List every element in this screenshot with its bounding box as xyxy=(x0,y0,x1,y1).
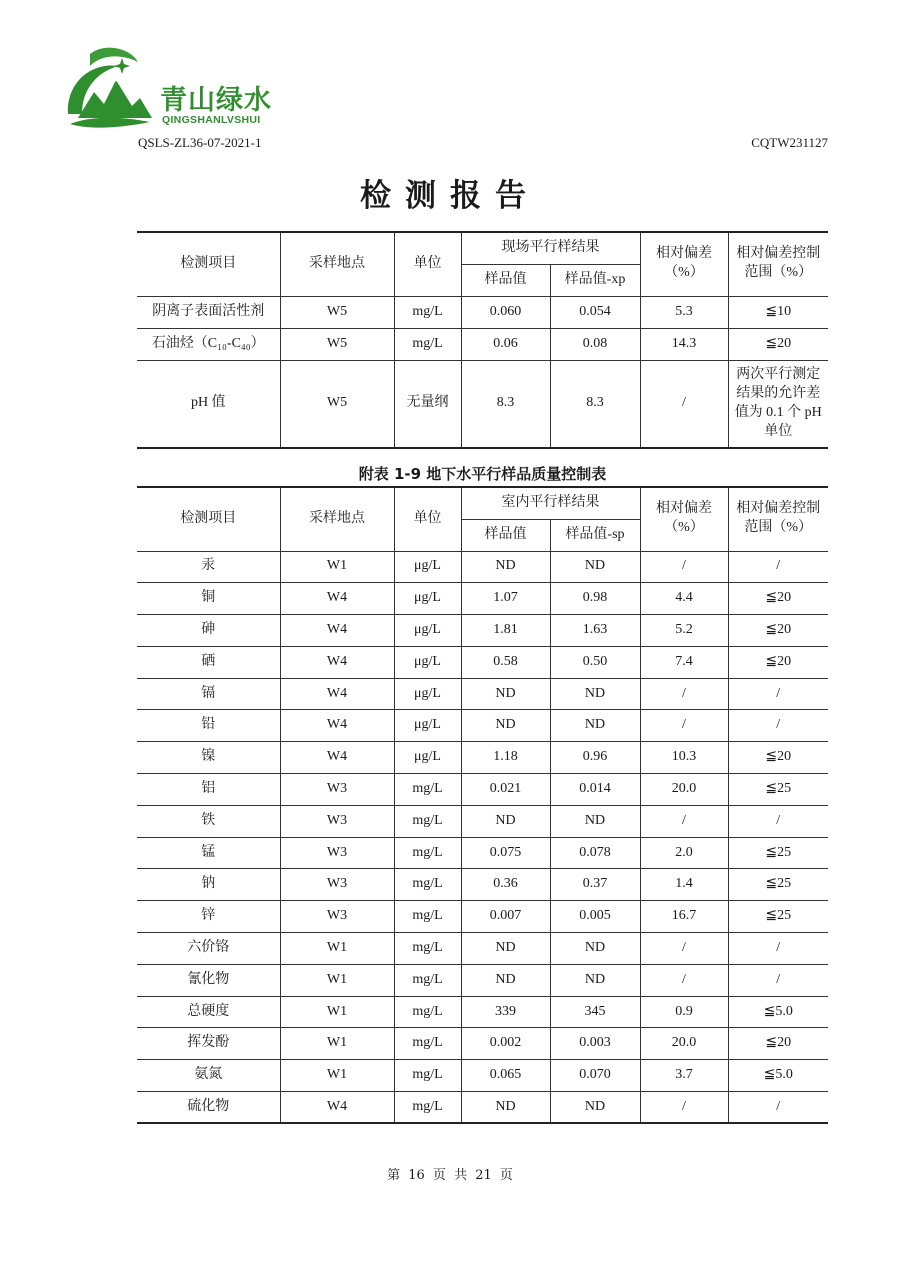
cell-unit: μg/L xyxy=(394,678,461,710)
cell-unit: mg/L xyxy=(394,964,461,996)
cell-unit: mg/L xyxy=(394,933,461,965)
cell-item: 镍 xyxy=(137,742,280,774)
cell-sample-parallel: 0.005 xyxy=(550,901,640,933)
cell-unit: mg/L xyxy=(394,1060,461,1092)
cell-item: 硒 xyxy=(137,646,280,678)
cell-range: / xyxy=(728,710,828,742)
cell-site: W1 xyxy=(280,996,394,1028)
table-row xyxy=(137,710,828,742)
cell-sample: 0.36 xyxy=(461,869,550,901)
cell-range: ≦5.0 xyxy=(728,1060,828,1092)
cell-sample-parallel: 0.054 xyxy=(550,296,640,328)
cell-deviation: / xyxy=(640,551,728,583)
cell-deviation: / xyxy=(640,1092,728,1124)
cell-site: W3 xyxy=(280,869,394,901)
document-code: QSLS-ZL36-07-2021-1 xyxy=(138,135,262,150)
cell-deviation: / xyxy=(640,710,728,742)
cell-unit: μg/L xyxy=(394,615,461,647)
cell-sample: ND xyxy=(461,710,550,742)
cell-deviation: / xyxy=(640,360,728,448)
cell-sample: 339 xyxy=(461,996,550,1028)
table-row xyxy=(137,869,828,901)
table-row xyxy=(137,774,828,806)
cell-sample-parallel: ND xyxy=(550,933,640,965)
logo-english-name: QINGSHANLVSHUI xyxy=(162,114,261,126)
table-row xyxy=(137,646,828,678)
cell-range: ≦20 xyxy=(728,646,828,678)
cell-unit: μg/L xyxy=(394,742,461,774)
cell-unit: mg/L xyxy=(394,328,461,360)
cell-item: pH 值 xyxy=(137,360,280,448)
cell-deviation: / xyxy=(640,933,728,965)
cell-sample: 0.007 xyxy=(461,901,550,933)
cell-site: W1 xyxy=(280,1060,394,1092)
cell-site: W5 xyxy=(280,328,394,360)
cell-range: ≦5.0 xyxy=(728,996,828,1028)
cell-range: / xyxy=(728,805,828,837)
cell-deviation: 2.0 xyxy=(640,837,728,869)
cell-item: 钠 xyxy=(137,869,280,901)
header-site: 采样地点 xyxy=(280,487,394,551)
cell-sample-parallel: 0.078 xyxy=(550,837,640,869)
cell-deviation: 3.7 xyxy=(640,1060,728,1092)
cell-unit: μg/L xyxy=(394,583,461,615)
cell-unit: mg/L xyxy=(394,837,461,869)
cell-item: 锰 xyxy=(137,837,280,869)
cell-range: ≦10 xyxy=(728,296,828,328)
table-caption: 附表 1-9 地下水平行样品质量控制表 xyxy=(358,465,607,483)
table-row xyxy=(137,1060,828,1092)
cell-site: W4 xyxy=(280,678,394,710)
cell-unit: mg/L xyxy=(394,1028,461,1060)
cell-range: / xyxy=(728,551,828,583)
cell-range: / xyxy=(728,933,828,965)
cell-sample-parallel: 0.50 xyxy=(550,646,640,678)
cell-site: W4 xyxy=(280,615,394,647)
page-title: 检测报告 xyxy=(360,178,540,214)
cell-item: 石油烃（C₁₀-C₄₀） xyxy=(137,328,280,360)
cell-sample: ND xyxy=(461,805,550,837)
cell-range: ≦20 xyxy=(728,615,828,647)
table-row xyxy=(137,901,828,933)
cell-unit: mg/L xyxy=(394,901,461,933)
table-row xyxy=(137,615,828,647)
header-sample: 样品值 xyxy=(461,264,550,296)
cell-unit: μg/L xyxy=(394,551,461,583)
cell-unit: 无量纲 xyxy=(394,360,461,448)
cell-site: W5 xyxy=(280,296,394,328)
cell-sample-parallel: ND xyxy=(550,1092,640,1124)
cell-sample: 1.81 xyxy=(461,615,550,647)
cell-sample-parallel: ND xyxy=(550,551,640,583)
cell-sample: 0.58 xyxy=(461,646,550,678)
cell-range: ≦25 xyxy=(728,774,828,806)
cell-site: W3 xyxy=(280,805,394,837)
cell-range: ≦20 xyxy=(728,583,828,615)
cell-site: W4 xyxy=(280,742,394,774)
cell-site: W1 xyxy=(280,551,394,583)
table-row xyxy=(137,678,828,710)
cell-sample-parallel: ND xyxy=(550,805,640,837)
table-row xyxy=(137,583,828,615)
mountain-leaf-logo-icon xyxy=(60,44,155,132)
cell-deviation: 10.3 xyxy=(640,742,728,774)
company-logo xyxy=(60,44,290,136)
table-row xyxy=(137,964,828,996)
table-row xyxy=(137,296,828,328)
cell-item: 阴离子表面活性剂 xyxy=(137,296,280,328)
cell-range: ≦25 xyxy=(728,901,828,933)
cell-item: 镉 xyxy=(137,678,280,710)
cell-sample: 8.3 xyxy=(461,360,550,448)
cell-sample-parallel: ND xyxy=(550,710,640,742)
field-parallel-table xyxy=(137,231,828,449)
cell-site: W3 xyxy=(280,901,394,933)
table-row xyxy=(137,742,828,774)
cell-item: 铅 xyxy=(137,710,280,742)
cell-site: W1 xyxy=(280,1028,394,1060)
header-unit: 单位 xyxy=(394,487,461,551)
cell-sample: ND xyxy=(461,964,550,996)
cell-sample-parallel: ND xyxy=(550,678,640,710)
cell-sample-parallel: 0.003 xyxy=(550,1028,640,1060)
cell-site: W1 xyxy=(280,933,394,965)
cell-unit: mg/L xyxy=(394,805,461,837)
cell-item: 氰化物 xyxy=(137,964,280,996)
header-unit: 单位 xyxy=(394,232,461,296)
cell-site: W3 xyxy=(280,774,394,806)
cell-range: ≦20 xyxy=(728,1028,828,1060)
cell-range: ≦20 xyxy=(728,328,828,360)
cell-sample-parallel: 0.070 xyxy=(550,1060,640,1092)
cell-deviation: 0.9 xyxy=(640,996,728,1028)
cell-sample-parallel: 345 xyxy=(550,996,640,1028)
cell-item: 氨氮 xyxy=(137,1060,280,1092)
header-deviation: 相对偏差（%） xyxy=(640,487,728,551)
cell-sample: 0.021 xyxy=(461,774,550,806)
cell-item: 铁 xyxy=(137,805,280,837)
header-range: 相对偏差控制范围（%） xyxy=(728,232,828,296)
cell-range: / xyxy=(728,1092,828,1124)
cell-deviation: / xyxy=(640,805,728,837)
table-row xyxy=(137,933,828,965)
cell-sample: 0.002 xyxy=(461,1028,550,1060)
header-site: 采样地点 xyxy=(280,232,394,296)
table-row xyxy=(137,1092,828,1124)
cell-sample-parallel: 1.63 xyxy=(550,615,640,647)
cell-unit: μg/L xyxy=(394,710,461,742)
table-row xyxy=(137,1028,828,1060)
cell-unit: mg/L xyxy=(394,774,461,806)
cell-range: / xyxy=(728,964,828,996)
table-row xyxy=(137,551,828,583)
cell-item: 铝 xyxy=(137,774,280,806)
cell-sample: ND xyxy=(461,678,550,710)
cell-range: 两次平行测定结果的允许差值为 0.1 个 pH 单位 xyxy=(728,360,828,448)
cell-sample-parallel: 8.3 xyxy=(550,360,640,448)
cell-unit: mg/L xyxy=(394,296,461,328)
cell-site: W3 xyxy=(280,837,394,869)
cell-site: W4 xyxy=(280,1092,394,1124)
cell-deviation: 4.4 xyxy=(640,583,728,615)
cell-item: 挥发酚 xyxy=(137,1028,280,1060)
cell-sample: ND xyxy=(461,933,550,965)
cell-sample: ND xyxy=(461,551,550,583)
cell-sample: 0.075 xyxy=(461,837,550,869)
cell-item: 硫化物 xyxy=(137,1092,280,1124)
table-row xyxy=(137,837,828,869)
cell-site: W4 xyxy=(280,710,394,742)
cell-deviation: / xyxy=(640,964,728,996)
cell-site: W1 xyxy=(280,964,394,996)
logo-chinese-name: 青山绿水 xyxy=(160,85,272,116)
cell-item: 铜 xyxy=(137,583,280,615)
cell-sample: 1.18 xyxy=(461,742,550,774)
cell-sample-parallel: 0.96 xyxy=(550,742,640,774)
cell-sample-parallel: 0.98 xyxy=(550,583,640,615)
header-group: 室内平行样结果 xyxy=(461,487,640,519)
cell-sample: 0.065 xyxy=(461,1060,550,1092)
header-sample: 样品值 xyxy=(461,519,550,551)
table-row xyxy=(137,805,828,837)
page-footer: 第 16 页 共 21 页 xyxy=(387,1168,513,1183)
cell-item: 总硬度 xyxy=(137,996,280,1028)
cell-deviation: 5.3 xyxy=(640,296,728,328)
lab-parallel-table xyxy=(137,486,828,1124)
cell-item: 汞 xyxy=(137,551,280,583)
cell-item: 六价铬 xyxy=(137,933,280,965)
cell-range: ≦20 xyxy=(728,742,828,774)
cell-sample: 1.07 xyxy=(461,583,550,615)
cell-unit: mg/L xyxy=(394,1092,461,1124)
cell-sample-parallel: ND xyxy=(550,964,640,996)
cell-sample: 0.060 xyxy=(461,296,550,328)
cell-unit: mg/L xyxy=(394,996,461,1028)
header-group: 现场平行样结果 xyxy=(461,232,640,264)
header-item: 检测项目 xyxy=(137,487,280,551)
cell-deviation: / xyxy=(640,678,728,710)
cell-sample: ND xyxy=(461,1092,550,1124)
cell-range: ≦25 xyxy=(728,837,828,869)
table-row xyxy=(137,996,828,1028)
header-sample-xp: 样品值-xp xyxy=(550,264,640,296)
cell-deviation: 7.4 xyxy=(640,646,728,678)
cell-range: ≦25 xyxy=(728,869,828,901)
cell-sample: 0.06 xyxy=(461,328,550,360)
table-row xyxy=(137,328,828,360)
header-deviation: 相对偏差（%） xyxy=(640,232,728,296)
header-item: 检测项目 xyxy=(137,232,280,296)
header-sample-sp: 样品值-sp xyxy=(550,519,640,551)
cell-unit: μg/L xyxy=(394,646,461,678)
cell-item: 锌 xyxy=(137,901,280,933)
cell-deviation: 16.7 xyxy=(640,901,728,933)
cell-range: / xyxy=(728,678,828,710)
cell-deviation: 20.0 xyxy=(640,1028,728,1060)
cell-item: 砷 xyxy=(137,615,280,647)
cell-unit: mg/L xyxy=(394,869,461,901)
cell-sample-parallel: 0.37 xyxy=(550,869,640,901)
header-range: 相对偏差控制范围（%） xyxy=(728,487,828,551)
table-row xyxy=(137,360,828,448)
cell-site: W4 xyxy=(280,583,394,615)
cell-deviation: 5.2 xyxy=(640,615,728,647)
cell-sample-parallel: 0.014 xyxy=(550,774,640,806)
cell-deviation: 20.0 xyxy=(640,774,728,806)
cell-site: W4 xyxy=(280,646,394,678)
cell-deviation: 14.3 xyxy=(640,328,728,360)
cell-site: W5 xyxy=(280,360,394,448)
cell-sample-parallel: 0.08 xyxy=(550,328,640,360)
cell-deviation: 1.4 xyxy=(640,869,728,901)
report-number: CQTW231127 xyxy=(751,135,828,150)
